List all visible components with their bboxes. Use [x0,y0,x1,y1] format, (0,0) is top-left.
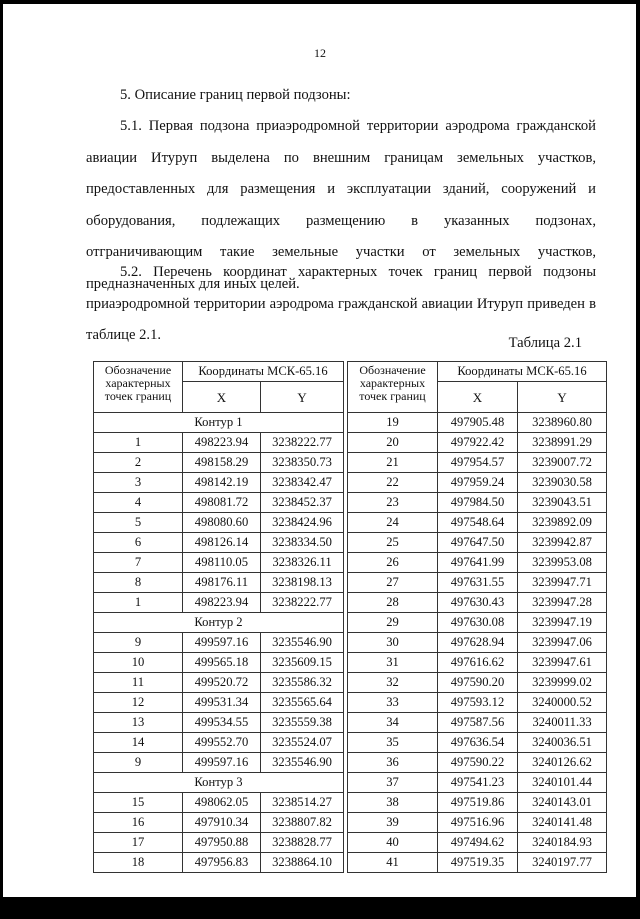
point-number-cell: 11 [94,673,183,693]
point-number-cell: 5 [94,513,183,533]
point-number-cell: 37 [348,773,438,793]
point-number-cell: 3 [94,473,183,493]
y-column-header: Y [518,382,607,413]
table-row [94,853,344,873]
table-row [348,833,607,853]
y-coordinate-cell: 3240036.51 [518,733,607,753]
y-coordinate-cell: 3239999.02 [518,673,607,693]
x-coordinate-cell: 498223.94 [183,433,261,453]
point-number-cell: 33 [348,693,438,713]
point-number-cell: 40 [348,833,438,853]
contour-label: Контур 2 [94,613,344,633]
point-number-cell: 29 [348,613,438,633]
x-coordinate-cell: 499597.16 [183,753,261,773]
x-coordinate-cell: 497628.94 [438,633,518,653]
x-column-header: X [183,382,261,413]
point-number-cell: 32 [348,673,438,693]
y-coordinate-cell: 3239947.71 [518,573,607,593]
table-row [348,573,607,593]
y-coordinate-cell: 3240101.44 [518,773,607,793]
x-coordinate-cell: 497922.42 [438,433,518,453]
x-coordinate-cell: 498080.60 [183,513,261,533]
table-row [94,553,344,573]
contour-row [94,773,344,793]
point-number-cell: 26 [348,553,438,573]
table-row [348,693,607,713]
y-coordinate-cell: 3235586.32 [261,673,344,693]
table-row [348,753,607,773]
table-row [348,733,607,753]
x-coordinate-cell: 499534.55 [183,713,261,733]
x-coordinate-cell: 497631.55 [438,573,518,593]
x-coordinate-cell: 497616.62 [438,653,518,673]
table-row [348,473,607,493]
table-row [94,533,344,553]
table-row [94,693,344,713]
y-coordinate-cell: 3240141.48 [518,813,607,833]
point-number-cell: 7 [94,553,183,573]
coords-system-header: Координаты МСК-65.16 [183,362,344,382]
x-coordinate-cell: 498142.19 [183,473,261,493]
point-number-cell: 34 [348,713,438,733]
y-coordinate-cell: 3239007.72 [518,453,607,473]
table-row [94,433,344,453]
point-number-cell: 35 [348,733,438,753]
x-coordinate-cell: 497593.12 [438,693,518,713]
x-coordinate-cell: 497548.64 [438,513,518,533]
x-coordinate-cell: 497647.50 [438,533,518,553]
x-coordinate-cell: 497905.48 [438,413,518,433]
point-number-cell: 13 [94,713,183,733]
point-number-cell: 4 [94,493,183,513]
table-header-row [94,362,344,382]
y-coordinate-cell: 3238222.77 [261,433,344,453]
y-coordinate-cell: 3240143.01 [518,793,607,813]
x-coordinate-cell: 497587.56 [438,713,518,733]
contour-label: Контур 3 [94,773,344,793]
point-number-cell: 8 [94,573,183,593]
point-number-cell: 39 [348,813,438,833]
table-row [94,573,344,593]
y-coordinate-cell: 3235559.38 [261,713,344,733]
coordinates-table-right [347,361,607,873]
y-coordinate-cell: 3238424.96 [261,513,344,533]
table-row [94,833,344,853]
y-coordinate-cell: 3239947.28 [518,593,607,613]
point-number-cell: 10 [94,653,183,673]
table-row [348,513,607,533]
table-row [94,513,344,533]
point-number-cell: 30 [348,633,438,653]
x-coordinate-cell: 497641.99 [438,553,518,573]
table-row [94,753,344,773]
y-coordinate-cell: 3238991.29 [518,433,607,453]
x-coordinate-cell: 497519.86 [438,793,518,813]
contour-row [94,613,344,633]
x-coordinate-cell: 499531.34 [183,693,261,713]
point-label-header: Обозначение характерных точек границ [348,362,438,413]
paragraph-5-1: 5.1. Первая подзона приаэродромной территории аэродрома гражданской авиации Итуруп выделена по внешним границам земельных участков, предоставленных для размещения и эксплуатации зданий, сооружений и оборудования, подлежащих размещению в указанных подзонах, отграничивающим такие земельные участки от земельных участков, предназначенных для иных целей. [86,118,596,292]
x-coordinate-cell: 498081.72 [183,493,261,513]
point-number-cell: 6 [94,533,183,553]
y-coordinate-cell: 3239947.61 [518,653,607,673]
y-column-header: Y [261,382,344,413]
point-number-cell: 9 [94,633,183,653]
table-row [94,633,344,653]
table-row [94,593,344,613]
y-coordinate-cell: 3238960.80 [518,413,607,433]
y-coordinate-cell: 3240197.77 [518,853,607,873]
x-coordinate-cell: 499552.70 [183,733,261,753]
x-coordinate-cell: 497590.22 [438,753,518,773]
table-row [348,553,607,573]
y-coordinate-cell: 3235565.64 [261,693,344,713]
point-number-cell: 14 [94,733,183,753]
x-coordinate-cell: 498223.94 [183,593,261,613]
y-coordinate-cell: 3240126.62 [518,753,607,773]
x-coordinate-cell: 497636.54 [438,733,518,753]
point-number-cell: 12 [94,693,183,713]
y-coordinate-cell: 3239892.09 [518,513,607,533]
y-coordinate-cell: 3239947.19 [518,613,607,633]
table-row [348,793,607,813]
table-row [348,453,607,473]
table-row [348,533,607,553]
point-number-cell: 31 [348,653,438,673]
point-number-cell: 23 [348,493,438,513]
y-coordinate-cell: 3239030.58 [518,473,607,493]
contour-label: Контур 1 [94,413,344,433]
y-coordinate-cell: 3238452.37 [261,493,344,513]
point-number-cell: 18 [94,853,183,873]
table-row [348,813,607,833]
point-number-cell: 15 [94,793,183,813]
point-number-cell: 19 [348,413,438,433]
contour-row [94,413,344,433]
y-coordinate-cell: 3235546.90 [261,633,344,653]
y-coordinate-cell: 3240184.93 [518,833,607,853]
table-row [348,773,607,793]
x-coordinate-cell: 498158.29 [183,453,261,473]
x-coordinate-cell: 497910.34 [183,813,261,833]
table-row [94,473,344,493]
point-number-cell: 21 [348,453,438,473]
x-coordinate-cell: 497954.57 [438,453,518,473]
x-coordinate-cell: 498110.05 [183,553,261,573]
x-coordinate-cell: 497950.88 [183,833,261,853]
paragraph-5-2: 5.2. Перечень координат характерных точек границ первой подзоны приаэродромной территории аэродрома гражданской авиации Итуруп приведен в таблице 2.1. [86,264,596,343]
point-number-cell: 16 [94,813,183,833]
table-row [348,653,607,673]
x-column-header: X [438,382,518,413]
y-coordinate-cell: 3239953.08 [518,553,607,573]
x-coordinate-cell: 498126.14 [183,533,261,553]
point-number-cell: 25 [348,533,438,553]
x-coordinate-cell: 499597.16 [183,633,261,653]
y-coordinate-cell: 3238334.50 [261,533,344,553]
x-coordinate-cell: 497494.62 [438,833,518,853]
y-coordinate-cell: 3240000.52 [518,693,607,713]
x-coordinate-cell: 497541.23 [438,773,518,793]
x-coordinate-cell: 497984.50 [438,493,518,513]
point-number-cell: 38 [348,793,438,813]
x-coordinate-cell: 497956.83 [183,853,261,873]
table-row [348,433,607,453]
table-row [94,673,344,693]
table-row [348,413,607,433]
point-number-cell: 20 [348,433,438,453]
x-coordinate-cell: 499520.72 [183,673,261,693]
table-row [348,713,607,733]
y-coordinate-cell: 3235524.07 [261,733,344,753]
x-coordinate-cell: 499565.18 [183,653,261,673]
coordinates-table-left [93,361,344,873]
point-number-cell: 27 [348,573,438,593]
table-row [94,653,344,673]
y-coordinate-cell: 3238326.11 [261,553,344,573]
point-number-cell: 17 [94,833,183,853]
point-number-cell: 2 [94,453,183,473]
table-header-row [348,362,607,382]
page-number: 12 [314,46,326,60]
x-coordinate-cell: 497590.20 [438,673,518,693]
table-row [348,853,607,873]
table-row [94,733,344,753]
table-row [94,713,344,733]
y-coordinate-cell: 3235546.90 [261,753,344,773]
point-number-cell: 9 [94,753,183,773]
section-heading: 5. Описание границ первой подзоны: [120,87,351,103]
table-caption: Таблица 2.1 [508,335,582,351]
y-coordinate-cell: 3238514.27 [261,793,344,813]
point-number-cell: 1 [94,433,183,453]
point-label-header: Обозначение характерных точек границ [94,362,183,413]
x-coordinate-cell: 497959.24 [438,473,518,493]
y-coordinate-cell: 3238864.10 [261,853,344,873]
table-row [348,673,607,693]
x-coordinate-cell: 498176.11 [183,573,261,593]
table-row [94,793,344,813]
y-coordinate-cell: 3239942.87 [518,533,607,553]
x-coordinate-cell: 497516.96 [438,813,518,833]
y-coordinate-cell: 3238807.82 [261,813,344,833]
y-coordinate-cell: 3238828.77 [261,833,344,853]
point-number-cell: 1 [94,593,183,613]
table-row [94,813,344,833]
point-number-cell: 24 [348,513,438,533]
table-row [94,493,344,513]
x-coordinate-cell: 497630.08 [438,613,518,633]
y-coordinate-cell: 3239043.51 [518,493,607,513]
table-row [348,613,607,633]
point-number-cell: 28 [348,593,438,613]
y-coordinate-cell: 3238198.13 [261,573,344,593]
coords-system-header: Координаты МСК-65.16 [438,362,607,382]
x-coordinate-cell: 497630.43 [438,593,518,613]
table-row [348,633,607,653]
point-number-cell: 41 [348,853,438,873]
y-coordinate-cell: 3238350.73 [261,453,344,473]
point-number-cell: 36 [348,753,438,773]
y-coordinate-cell: 3235609.15 [261,653,344,673]
table-row [348,593,607,613]
x-coordinate-cell: 498062.05 [183,793,261,813]
y-coordinate-cell: 3238342.47 [261,473,344,493]
y-coordinate-cell: 3239947.06 [518,633,607,653]
table-row [94,453,344,473]
y-coordinate-cell: 3240011.33 [518,713,607,733]
table-row [348,493,607,513]
x-coordinate-cell: 497519.35 [438,853,518,873]
point-number-cell: 22 [348,473,438,493]
y-coordinate-cell: 3238222.77 [261,593,344,613]
